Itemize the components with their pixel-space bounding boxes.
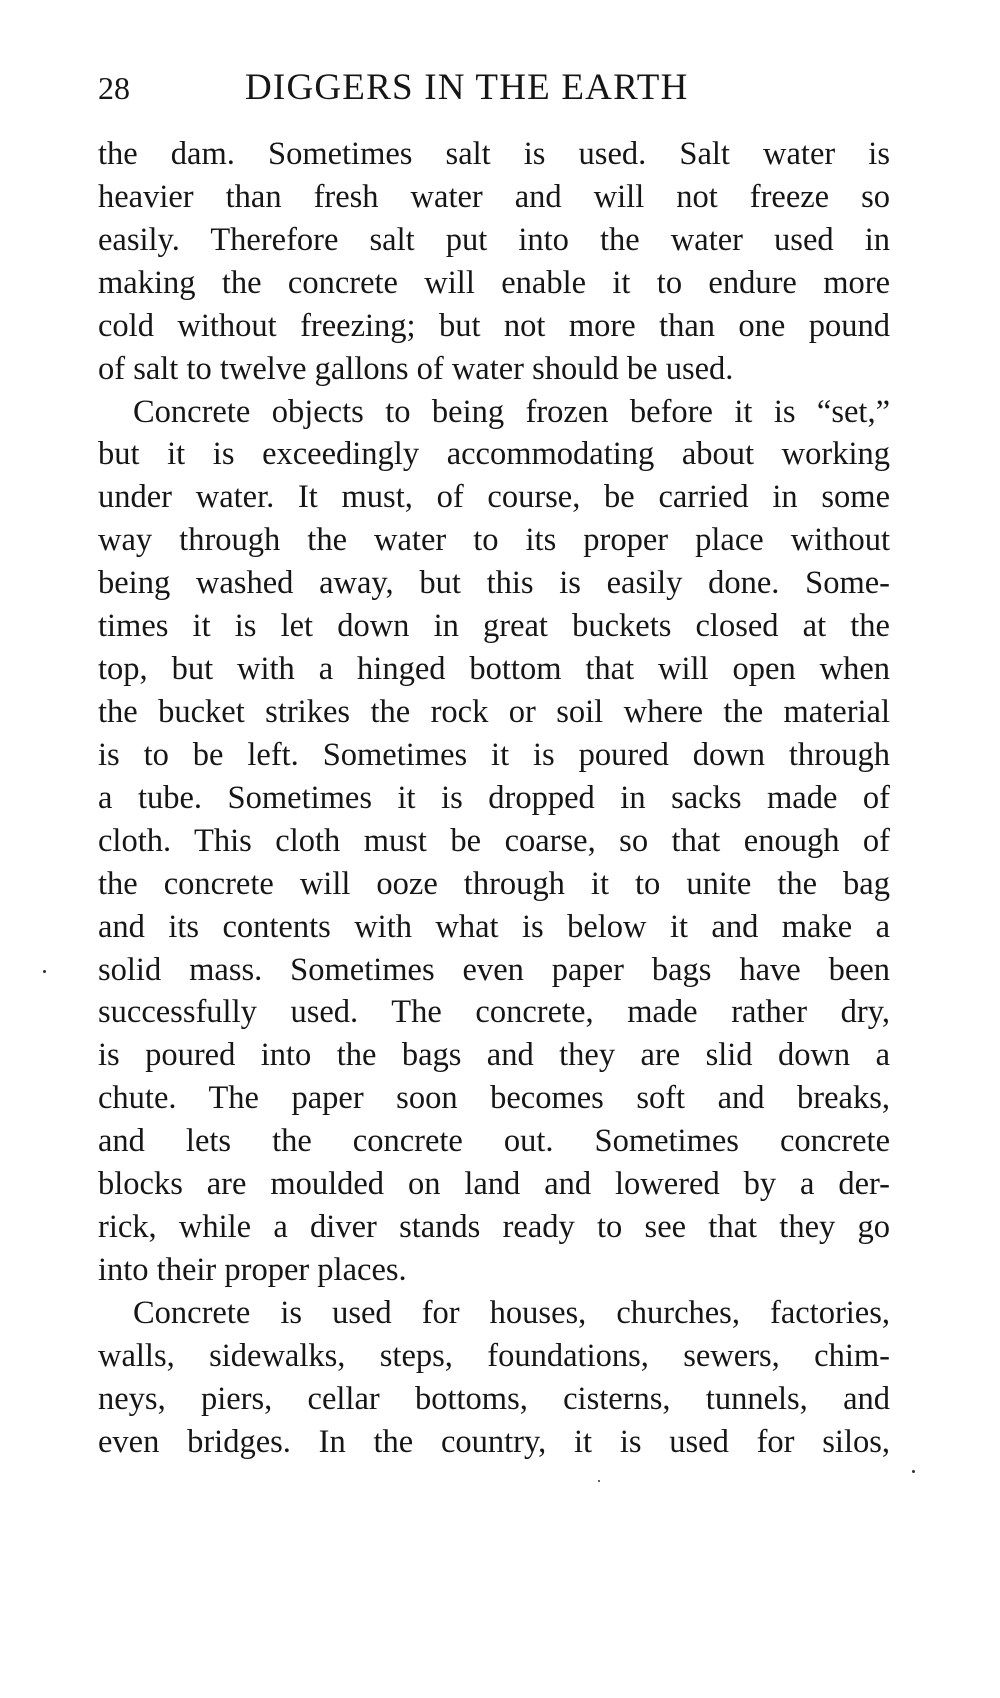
text-line: top, but with a hinged bottom that will open when: [98, 651, 890, 688]
text-line: is poured into the bags and they are slid down a: [98, 1037, 890, 1074]
text-line: making the concrete will enable it to endure more: [98, 264, 890, 301]
text-line: easily. Therefore salt put into the water used in: [98, 221, 890, 258]
text-line: under water. It must, of course, be carried in some: [98, 479, 890, 516]
running-title: DIGGERS IN THE EARTH: [245, 67, 689, 108]
text-line: Concrete objects to being frozen before it is “set,”: [133, 393, 890, 430]
text-line: way through the water to its proper place without: [98, 522, 890, 559]
text-line: a tube. Sometimes it is dropped in sacks made of: [98, 779, 890, 816]
paragraph: [98, 391, 890, 1292]
text-line: neys, piers, cellar bottoms, cisterns, tunnels, and: [98, 1380, 890, 1417]
text-line: of salt to twelve gallons of water should be used.: [98, 350, 734, 387]
text-line: even bridges. In the country, it is used for silos,: [98, 1423, 890, 1460]
text-line: the bucket strikes the rock or soil where the material: [98, 693, 890, 730]
text-line: and lets the concrete out. Sometimes concrete: [98, 1123, 890, 1160]
text-line: and its contents with what is below it and make a: [98, 908, 890, 945]
text-line: cloth. This cloth must be coarse, so that enough of: [98, 822, 890, 859]
text-line: walls, sidewalks, steps, foundations, sewers, chim-: [98, 1337, 890, 1374]
body-text: [98, 133, 890, 1464]
text-line: times it is let down in great buckets closed at the: [98, 608, 890, 645]
text-line: rick, while a diver stands ready to see that they go: [98, 1209, 890, 1246]
text-line: cold without freezing; but not more than one pound: [98, 307, 890, 344]
page-number: 28: [98, 70, 130, 106]
text-line: successfully used. The concrete, made rather dry,: [98, 994, 890, 1031]
paragraph: [98, 1292, 890, 1464]
scan-speck: [43, 970, 46, 973]
text-line: being washed away, but this is easily done. Some-: [98, 565, 890, 602]
text-line: into their proper places.: [98, 1251, 407, 1288]
scan-speck: [598, 1480, 600, 1482]
text-line: blocks are moulded on land and lowered by a der-: [98, 1166, 890, 1203]
scan-speck: [912, 1470, 915, 1473]
text-line: chute. The paper soon becomes soft and breaks,: [98, 1080, 890, 1117]
text-line: the dam. Sometimes salt is used. Salt water is: [98, 136, 890, 172]
text-line: the concrete will ooze through it to unite the bag: [98, 865, 890, 902]
text-line: is to be left. Sometimes it is poured down through: [98, 736, 890, 773]
text-line: Concrete is used for houses, churches, factories,: [133, 1294, 890, 1331]
paragraph: [98, 133, 890, 391]
text-line: heavier than fresh water and will not freeze so: [98, 178, 890, 215]
page-header: [98, 66, 890, 114]
text-line: but it is exceedingly accommodating about working: [98, 436, 890, 473]
text-line: solid mass. Sometimes even paper bags have been: [98, 951, 890, 988]
